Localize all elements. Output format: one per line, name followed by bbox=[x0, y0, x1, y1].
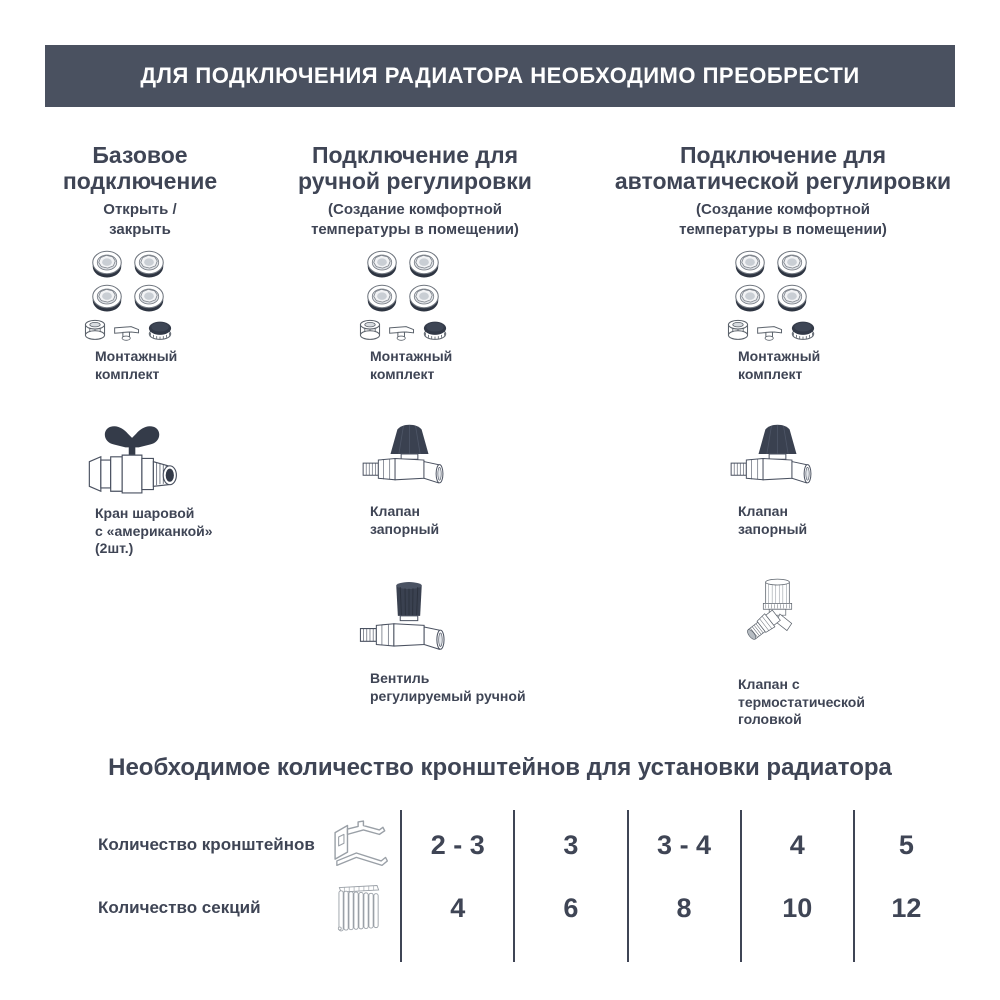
radiator-icon bbox=[336, 881, 382, 935]
coupling-ring-icon bbox=[364, 249, 400, 279]
column-manual-regulation bbox=[255, 142, 575, 705]
stop-valve-icon bbox=[360, 419, 459, 495]
sections-count-value: 10 bbox=[782, 892, 813, 923]
column-subtitle: (Создание комфортной температуры в помещении) bbox=[311, 201, 519, 238]
brackets-count-value: 3 bbox=[563, 829, 579, 860]
ball-valve-icon bbox=[81, 419, 188, 497]
table-column bbox=[853, 810, 958, 962]
product-item bbox=[87, 419, 213, 558]
table-row-sections bbox=[40, 880, 400, 936]
sections-count-value: 12 bbox=[891, 892, 922, 923]
coupling-ring-icon bbox=[774, 249, 810, 279]
coupling-ring-icon bbox=[131, 249, 167, 279]
brackets-count-value: 3 - 4 bbox=[657, 829, 712, 860]
table-column bbox=[513, 810, 626, 962]
plug-nut-icon bbox=[725, 316, 751, 342]
column-title: Базовое подключение bbox=[62, 142, 218, 194]
kit-small-parts bbox=[725, 316, 817, 342]
brackets-count-value: 2 - 3 bbox=[430, 829, 485, 860]
coupling-ring-icon bbox=[89, 283, 125, 313]
product-item bbox=[738, 576, 865, 729]
coupling-ring-icon bbox=[406, 283, 442, 313]
banner-title: ДЛЯ ПОДКЛЮЧЕНИЯ РАДИАТОРА НЕОБХОДИМО ПРЕОБРЕСТИ bbox=[140, 63, 860, 88]
table-row-brackets bbox=[40, 810, 400, 880]
mounting-kit bbox=[94, 249, 186, 383]
kit-small-parts bbox=[82, 316, 174, 342]
bracket-icon bbox=[328, 818, 390, 872]
air-vent-key-icon bbox=[113, 322, 141, 342]
cap-plug-icon bbox=[421, 317, 449, 342]
banner bbox=[45, 45, 955, 107]
coupling-ring-icon bbox=[364, 283, 400, 313]
row-label: Количество кронштейнов bbox=[98, 835, 315, 854]
mounting-kit bbox=[737, 249, 829, 383]
column-subtitle: Открыть / закрыть bbox=[103, 201, 177, 238]
sections-count-value: 8 bbox=[676, 892, 692, 923]
air-vent-key-icon bbox=[756, 322, 784, 342]
air-vent-key-icon bbox=[388, 322, 416, 342]
item-label: Кран шаровой с «американкой» (2шт.) bbox=[95, 505, 213, 556]
coupling-ring-icon bbox=[774, 283, 810, 313]
product-item bbox=[366, 419, 465, 538]
table-column bbox=[400, 810, 513, 962]
mounting-kit bbox=[369, 249, 461, 383]
coupling-rings bbox=[364, 249, 442, 313]
table-column bbox=[740, 810, 853, 962]
manual-valve-icon bbox=[357, 576, 461, 662]
cap-plug-icon bbox=[146, 317, 174, 342]
coupling-rings bbox=[732, 249, 810, 313]
column-basic-connection bbox=[30, 142, 250, 558]
stop-valve-icon bbox=[728, 419, 827, 495]
cap-plug-icon bbox=[789, 317, 817, 342]
sections-count-value: 4 bbox=[450, 892, 466, 923]
item-label: Клапан запорный bbox=[738, 503, 808, 537]
column-subtitle: (Создание комфортной температуры в помещении) bbox=[679, 201, 887, 238]
coupling-ring-icon bbox=[406, 249, 442, 279]
kit-label: Монтажный комплект bbox=[370, 348, 453, 382]
coupling-ring-icon bbox=[732, 249, 768, 279]
coupling-ring-icon bbox=[89, 249, 125, 279]
item-label: Вентиль регулируемый ручной bbox=[370, 670, 526, 704]
column-title: Подключение для ручной регулировки bbox=[298, 142, 532, 194]
brackets-table-labels bbox=[40, 810, 400, 962]
column-automatic-regulation bbox=[603, 142, 963, 729]
plug-nut-icon bbox=[82, 316, 108, 342]
product-item bbox=[734, 419, 833, 538]
product-item bbox=[363, 576, 526, 705]
item-label: Клапан запорный bbox=[370, 503, 440, 537]
coupling-rings bbox=[89, 249, 167, 313]
brackets-section-title: Необходимое количество кронштейнов для установки радиатора bbox=[108, 754, 892, 781]
coupling-ring-icon bbox=[131, 283, 167, 313]
coupling-ring-icon bbox=[732, 283, 768, 313]
row-label: Количество секций bbox=[98, 898, 261, 917]
column-title: Подключение для автоматической регулировки bbox=[614, 142, 952, 194]
brackets-table bbox=[40, 810, 958, 962]
table-column bbox=[627, 810, 740, 962]
plug-nut-icon bbox=[357, 316, 383, 342]
brackets-count-value: 5 bbox=[898, 829, 914, 860]
brackets-count-value: 4 bbox=[789, 829, 805, 860]
kit-label: Монтажный комплект bbox=[95, 348, 178, 382]
item-label: Клапан с термостатической головкой bbox=[738, 676, 865, 727]
kit-label: Монтажный комплект bbox=[738, 348, 821, 382]
thermostatic-valve-icon bbox=[742, 576, 813, 668]
kit-small-parts bbox=[357, 316, 449, 342]
sections-count-value: 6 bbox=[563, 892, 579, 923]
